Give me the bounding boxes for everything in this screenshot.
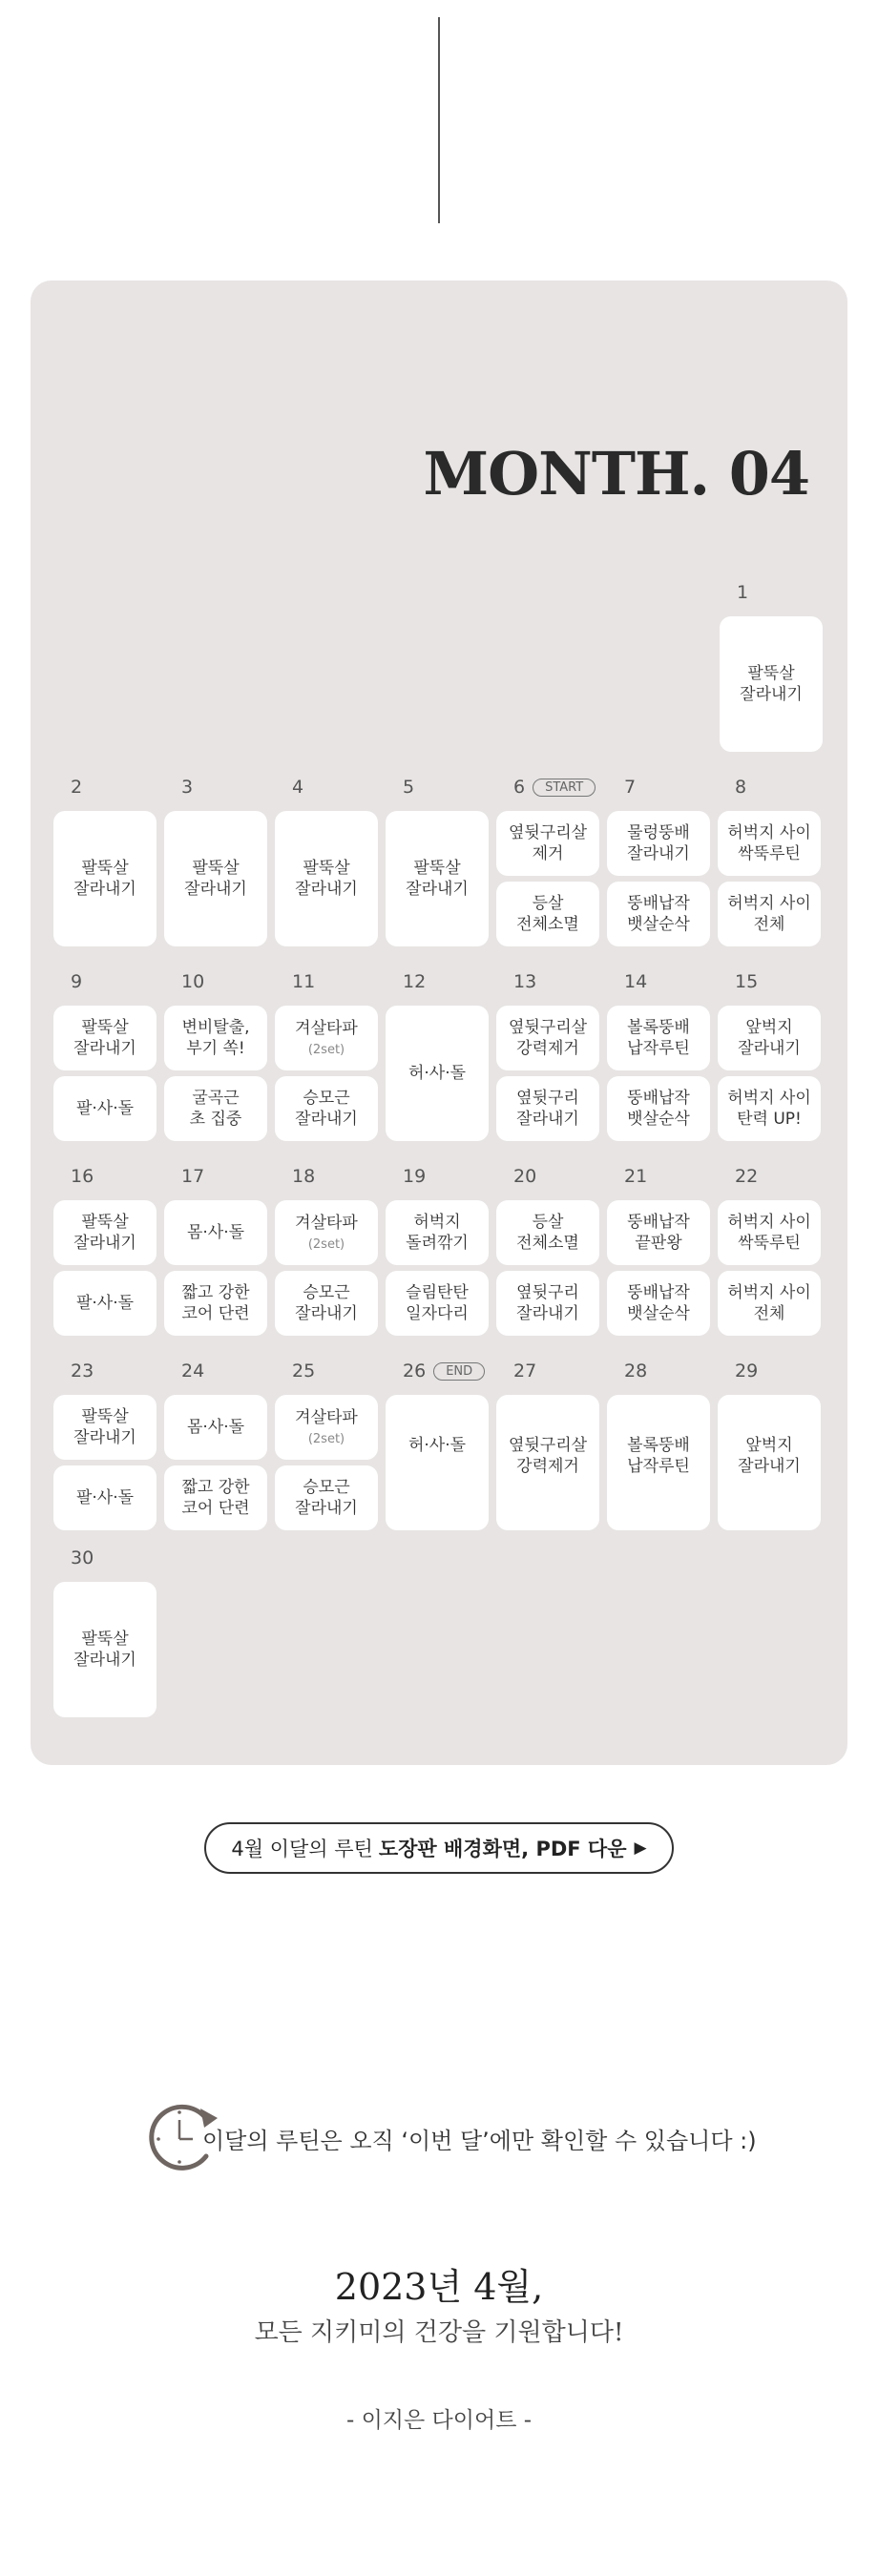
routine-cell[interactable] xyxy=(275,1200,378,1265)
day-number: 19 xyxy=(403,1166,427,1187)
routine-cell[interactable]: 팔뚝살 잘라내기 xyxy=(53,1200,157,1265)
routine-cell[interactable]: 허벅지 사이 탄력 UP! xyxy=(718,1076,821,1141)
day-number: 15 xyxy=(735,971,759,992)
routine-cell[interactable]: 승모근 잘라내기 xyxy=(275,1465,378,1530)
routine-cell[interactable]: 볼록뚱배 납작루틴 xyxy=(607,1395,710,1530)
day-number: 7 xyxy=(624,777,637,798)
day-number: 18 xyxy=(292,1166,316,1187)
day-number: 2 xyxy=(71,777,83,798)
day-number: 9 xyxy=(71,971,83,992)
pdf-button-prefix: 4월 이달의 루틴 xyxy=(231,1838,373,1860)
day-number: 3 xyxy=(181,777,194,798)
routine-cell[interactable]: 뚱배납작 끝판왕 xyxy=(607,1200,710,1265)
routine-cell[interactable]: 승모근 잘라내기 xyxy=(275,1271,378,1336)
routine-cell[interactable]: 앞벅지 잘라내기 xyxy=(718,1006,821,1070)
day-number: 25 xyxy=(292,1361,316,1381)
set-count-label: (2set) xyxy=(307,1042,345,1057)
day-number: 24 xyxy=(181,1361,205,1381)
routine-cell[interactable]: 뚱배납작 뱃살순삭 xyxy=(607,1271,710,1336)
pdf-download-button[interactable] xyxy=(204,1822,674,1874)
top-divider-line xyxy=(438,17,440,223)
routine-cell[interactable]: 허·사·돌 xyxy=(386,1395,489,1530)
routine-cell[interactable] xyxy=(275,1006,378,1070)
day-number: 8 xyxy=(735,777,747,798)
routine-cell[interactable]: 팔뚝살 잘라내기 xyxy=(386,811,489,946)
routine-calendar xyxy=(31,280,847,1765)
closing-date: 2023년 4월, xyxy=(334,2266,544,2308)
end-badge: END xyxy=(433,1362,485,1381)
routine-cell[interactable]: 변비탈출, 부기 쏙! xyxy=(164,1006,267,1070)
routine-cell[interactable]: 팔뚝살 잘라내기 xyxy=(275,811,378,946)
pdf-button-label: 도장판 배경화면, PDF 다운 xyxy=(378,1838,627,1860)
routine-cell[interactable]: 팔뚝살 잘라내기 xyxy=(53,1006,157,1070)
routine-cell[interactable]: 팔·사·돌 xyxy=(53,1465,157,1530)
routine-cell[interactable]: 허·사·돌 xyxy=(386,1006,489,1141)
day-number xyxy=(513,777,596,798)
closing-wish: 모든 지키미의 건강을 기원합니다! xyxy=(254,2318,624,2347)
day-number: 29 xyxy=(735,1361,759,1381)
routine-cell[interactable]: 옆뒷구리살 강력제거 xyxy=(496,1006,599,1070)
routine-cell[interactable]: 팔뚝살 잘라내기 xyxy=(720,616,823,752)
day-number: 10 xyxy=(181,971,205,992)
routine-cell[interactable]: 볼록뚱배 납작루틴 xyxy=(607,1006,710,1070)
routine-cell[interactable]: 굴곡근 초 집중 xyxy=(164,1076,267,1141)
day-number: 21 xyxy=(624,1166,648,1187)
routine-cell[interactable]: 허벅지 돌려깎기 xyxy=(386,1200,489,1265)
routine-cell[interactable]: 짧고 강한 코어 단련 xyxy=(164,1271,267,1336)
routine-cell[interactable]: 팔뚝살 잘라내기 xyxy=(53,811,157,946)
routine-cell[interactable]: 몸·사·돌 xyxy=(164,1200,267,1265)
routine-cell[interactable]: 옆뒷구리살 강력제거 xyxy=(496,1395,599,1530)
routine-cell[interactable]: 앞벅지 잘라내기 xyxy=(718,1395,821,1530)
day-number: 4 xyxy=(292,777,304,798)
day-number: 13 xyxy=(513,971,537,992)
routine-cell[interactable]: 팔뚝살 잘라내기 xyxy=(164,811,267,946)
notice-text: 이달의 루틴은 오직 ‘이번 달’에만 확인할 수 있습니다 :) xyxy=(202,2128,757,2154)
day-number: 11 xyxy=(292,971,316,992)
routine-cell[interactable]: 승모근 잘라내기 xyxy=(275,1076,378,1141)
routine-cell[interactable]: 슬림탄탄 일자다리 xyxy=(386,1271,489,1336)
routine-cell[interactable]: 짧고 강한 코어 단련 xyxy=(164,1465,267,1530)
day-number: 20 xyxy=(513,1166,537,1187)
routine-cell[interactable]: 물렁뚱배 잘라내기 xyxy=(607,811,710,876)
day-number xyxy=(403,1361,485,1381)
day-number: 1 xyxy=(737,582,749,603)
day-number-value: 26 xyxy=(403,1361,427,1381)
routine-cell[interactable]: 허벅지 사이 전체 xyxy=(718,1271,821,1336)
routine-label: 겨살타파 xyxy=(295,1019,358,1039)
set-count-label: (2set) xyxy=(307,1431,345,1446)
routine-cell[interactable]: 팔뚝살 잘라내기 xyxy=(53,1395,157,1460)
day-number: 30 xyxy=(71,1548,94,1568)
routine-label: 겨살타파 xyxy=(295,1214,358,1234)
day-number: 14 xyxy=(624,971,648,992)
play-arrow-icon: ▶ xyxy=(634,1839,647,1858)
routine-cell[interactable]: 옆뒷구리 잘라내기 xyxy=(496,1271,599,1336)
day-number: 17 xyxy=(181,1166,205,1187)
start-badge: START xyxy=(533,779,596,797)
routine-cell[interactable]: 등살 전체소멸 xyxy=(496,1200,599,1265)
routine-cell[interactable]: 몸·사·돌 xyxy=(164,1395,267,1460)
routine-cell[interactable]: 뚱배납작 뱃살순삭 xyxy=(607,882,710,946)
routine-cell[interactable]: 옆뒷구리 잘라내기 xyxy=(496,1076,599,1141)
month-title: MONTH. 04 xyxy=(423,439,809,509)
day-number: 28 xyxy=(624,1361,648,1381)
day-number: 22 xyxy=(735,1166,759,1187)
routine-cell[interactable]: 허벅지 사이 싹뚝루틴 xyxy=(718,811,821,876)
day-number: 23 xyxy=(71,1361,94,1381)
routine-cell[interactable]: 허벅지 사이 싹뚝루틴 xyxy=(718,1200,821,1265)
routine-cell[interactable]: 뚱배납작 뱃살순삭 xyxy=(607,1076,710,1141)
day-number: 5 xyxy=(403,777,415,798)
day-number-value: 6 xyxy=(513,777,526,798)
routine-cell[interactable]: 허벅지 사이 전체 xyxy=(718,882,821,946)
routine-label: 겨살타파 xyxy=(295,1408,358,1428)
closing-signature: - 이지은 다이어트 - xyxy=(345,2408,533,2433)
monthly-notice xyxy=(147,2099,758,2175)
routine-cell[interactable]: 팔·사·돌 xyxy=(53,1271,157,1336)
routine-cell[interactable]: 옆뒷구리살 제거 xyxy=(496,811,599,876)
routine-cell[interactable]: 팔뚝살 잘라내기 xyxy=(53,1582,157,1717)
set-count-label: (2set) xyxy=(307,1236,345,1252)
day-number: 27 xyxy=(513,1361,537,1381)
routine-cell[interactable]: 팔·사·돌 xyxy=(53,1076,157,1141)
routine-cell[interactable]: 등살 전체소멸 xyxy=(496,882,599,946)
day-number: 12 xyxy=(403,971,427,992)
day-number: 16 xyxy=(71,1166,94,1187)
routine-cell[interactable] xyxy=(275,1395,378,1460)
